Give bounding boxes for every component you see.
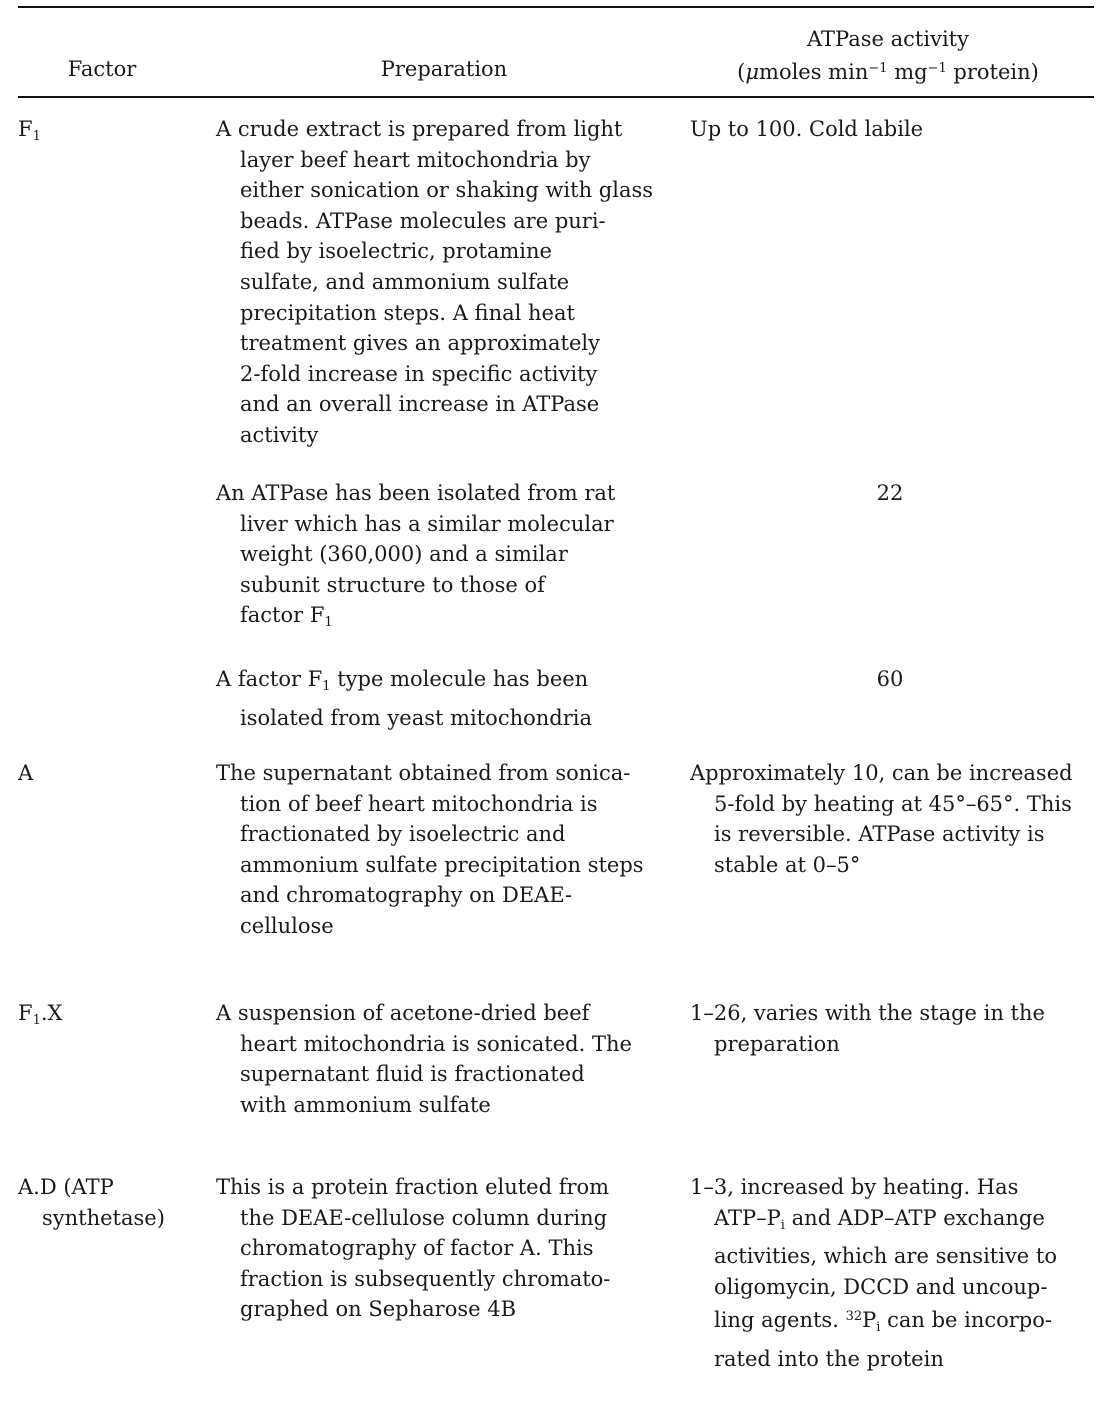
row-yeast-preparation: A factor $F_1$ type molecule has been isolated from yeast mitochondria bbox=[216, 667, 592, 730]
row-ad-factor: A.D (ATP synthetase) bbox=[18, 1175, 165, 1230]
row-f1x-preparation: A suspension of acetone-dried beef heart mitochondria is sonicated. The supernatant fluid is fractionated with ammonium sulfate bbox=[216, 1001, 632, 1117]
row-f1-factor: $F_1$ bbox=[18, 117, 41, 144]
header-preparation: Preparation bbox=[380, 57, 508, 81]
row-f1x-activity: 1–26, varies with the stage in the preparation bbox=[690, 1001, 1045, 1056]
header-factor: Factor bbox=[67, 57, 137, 81]
row-ratliver-activity: 22 bbox=[876, 481, 904, 505]
row-a-factor: A bbox=[18, 761, 34, 785]
row-f1x-factor: $F_1.X$ bbox=[18, 1001, 63, 1028]
row-yeast-activity: 60 bbox=[876, 667, 904, 691]
header-rule bbox=[18, 96, 1094, 98]
top-rule bbox=[18, 6, 1094, 8]
header-activity-unit: (μmoles $\min^{-1} mg^{-1}$ protein) bbox=[737, 60, 1039, 84]
row-f1-activity: Up to 100. Cold labile bbox=[690, 117, 924, 141]
row-a-activity: Approximately 10, can be increased 5-fold by heating at 45°–65°. This is reversible. ATPase activity is stable at 0–5° bbox=[690, 761, 1073, 877]
row-a-preparation: The supernatant obtained from sonica- tion of beef heart mitochondria is fractionated by isoelectric and ammonium sulfate precipitation steps and chromatography on DEAE- cellulose bbox=[216, 761, 644, 938]
row-ad-activity: 1–3, increased by heating. Has ATP–$P_i$ and ADP–ATP exchange activities, which are sensitive to oligomycin, DCCD and uncoup- ling agents. $^{32}P_i$ can be incorpo- rated into the protein bbox=[690, 1175, 1057, 1371]
row-ad-preparation: This is a protein fraction eluted from the DEAE-cellulose column during chromatography of factor A. This fraction is subsequently chromato- graphed on Sepharose 4B bbox=[216, 1175, 611, 1322]
row-f1-preparation: A crude extract is prepared from light layer beef heart mitochondria by either sonication or shaking with glass beads. ATPase molecules are puri- fied by isoelectric, protamine sulfate, and ammonium sulfate precipitation steps. A final heat treatment gives an approximately 2-fold increase in specific activity and an overall increase in ATPase activity bbox=[216, 117, 654, 447]
header-activity-title: ATPase activity bbox=[807, 27, 969, 51]
header-activity bbox=[686, 24, 1090, 87]
row-ratliver-preparation: An ATPase has been isolated from rat liver which has a similar molecular weight (360,000) and a similar subunit structure to those of factor $F_1$ bbox=[216, 481, 616, 631]
